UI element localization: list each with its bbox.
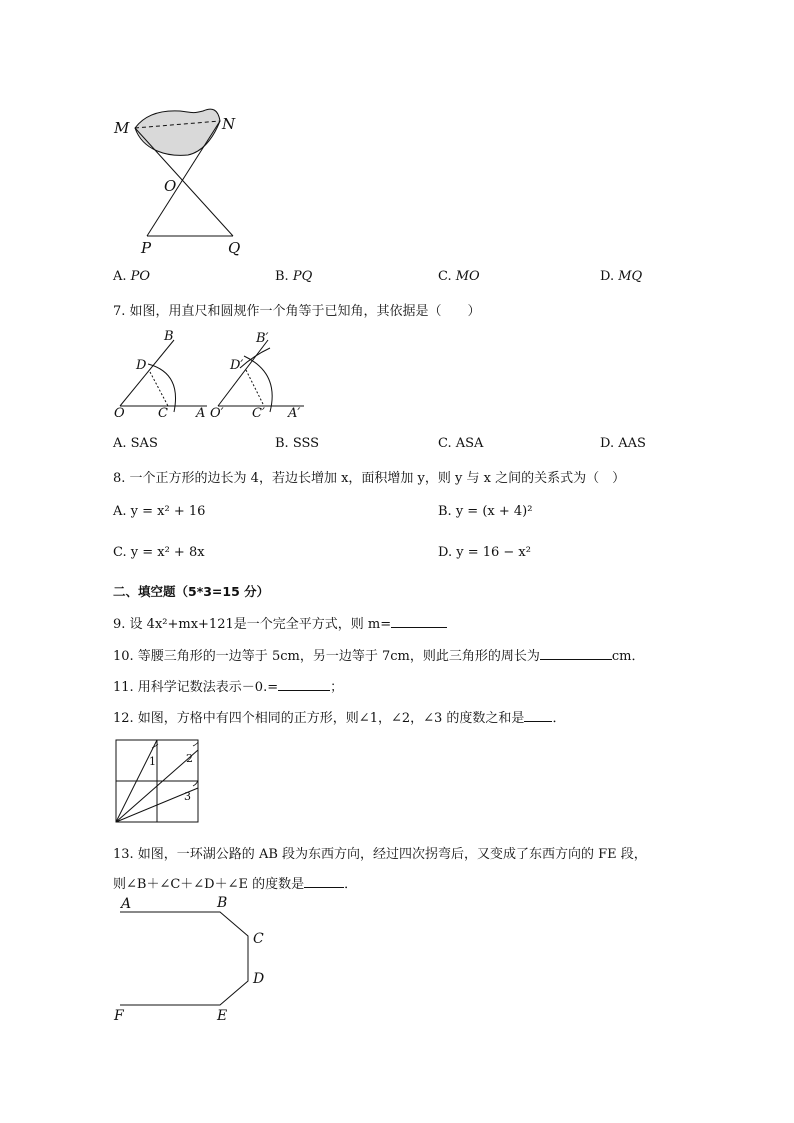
q13-answer-blank[interactable] [304,875,344,888]
label-C: C [158,406,168,421]
q8-stem: 8. 一个正方形的边长为 4，若边长增加 x，面积增加 y，则 y 与 x 之间的关系式为（ ） [113,471,626,486]
q6-option-d[interactable] [600,269,642,284]
angle-label-2: 2 [186,752,193,765]
option-letter: A. [113,269,131,284]
label-C-prime: C′ [252,406,265,421]
label-A: A [121,896,132,912]
q13-line2 [113,873,357,892]
label-M: M [114,119,130,137]
section-title: 二、填空题（5*3=15 分） [113,584,270,599]
angle-label-3: 3 [184,790,191,803]
q11-answer-blank[interactable] [278,678,330,691]
q7-stem: 7. 如图，用直尺和圆规作一个角等于已知角，其依据是（ ） [113,304,481,319]
q6-option-a[interactable] [113,269,150,284]
option-value: MO [455,269,480,284]
option-letter: C. [438,269,456,284]
option-value: MQ [618,269,643,284]
q9 [113,613,447,632]
label-D: D [253,971,265,987]
option-value: PO [130,269,151,284]
label-D-prime: D′ [230,358,244,373]
q11-tail: ； [330,680,344,695]
road-polyline [120,912,248,1005]
label-A: A [196,406,206,421]
label-C: C [253,931,264,947]
q7-option-a[interactable]: A. SAS [113,436,158,451]
label-O: O [164,177,177,195]
q13-tail: ． [344,877,358,892]
q12 [113,707,565,726]
q10-answer-blank[interactable] [540,647,612,660]
q11 [113,676,343,695]
q7-figure-right [208,328,318,420]
q6-figure [108,95,278,260]
q11-text: 11. 用科学记数法表示－0.= [113,680,279,695]
q10 [113,645,644,664]
q13-text: 则∠B＋∠C＋∠D＋∠E 的度数是 [113,877,305,892]
q7-figure-left [112,328,212,420]
q10-unit: cm． [611,649,645,664]
q7-option-c[interactable]: C. ASA [438,436,484,451]
option-value: PQ [292,269,313,284]
shaded-region [135,109,220,155]
angle-label-1: 1 [149,755,156,768]
q10-text: 10. 等腰三角形的一边等于 5cm，另一边等于 7cm，则此三角形的周长为 [113,649,540,664]
label-B: B [217,895,228,911]
label-Q: Q [228,239,241,257]
option-letter: D. [600,269,619,284]
q12-tail: ． [552,711,566,726]
q6-option-c[interactable] [438,269,480,284]
label-D: D [136,358,147,373]
label-B: B [164,329,174,344]
label-B-prime: B′ [256,331,269,346]
q13-road-figure [112,893,282,1025]
label-E: E [217,1008,228,1024]
q8-option-c[interactable]: C. y = x² + 8x [113,545,205,560]
label-F: F [114,1008,124,1024]
q8-option-d[interactable]: D. y = 16 − x² [438,545,531,560]
label-N: N [222,115,236,133]
label-O-prime: O′ [210,406,224,421]
q12-text: 12. 如图，方格中有四个相同的正方形，则∠1，∠2，∠3 的度数之和是 [113,711,525,726]
q12-answer-blank[interactable] [524,709,552,722]
q12-grid-figure [116,740,206,826]
label-P: P [141,239,152,257]
option-letter: B. [275,269,293,284]
q7-option-d[interactable]: D. AAS [600,436,646,451]
q6-option-b[interactable] [275,269,312,284]
q13-line1: 13. 如图，一环湖公路的 AB 段为东西方向，经过四次拐弯后，又变成了东西方向的 FE 段， [113,847,647,862]
q8-option-a[interactable]: A. y = x² + 16 [113,504,206,519]
label-O: O [114,406,125,421]
q7-option-b[interactable]: B. SSS [275,436,320,451]
q9-text: 9. 设 4x²+mx+121是一个完全平方式，则 m= [113,617,392,632]
q9-answer-blank[interactable] [391,615,447,628]
q8-option-b[interactable]: B. y = (x + 4)² [438,504,533,519]
label-A-prime: A′ [288,406,301,421]
